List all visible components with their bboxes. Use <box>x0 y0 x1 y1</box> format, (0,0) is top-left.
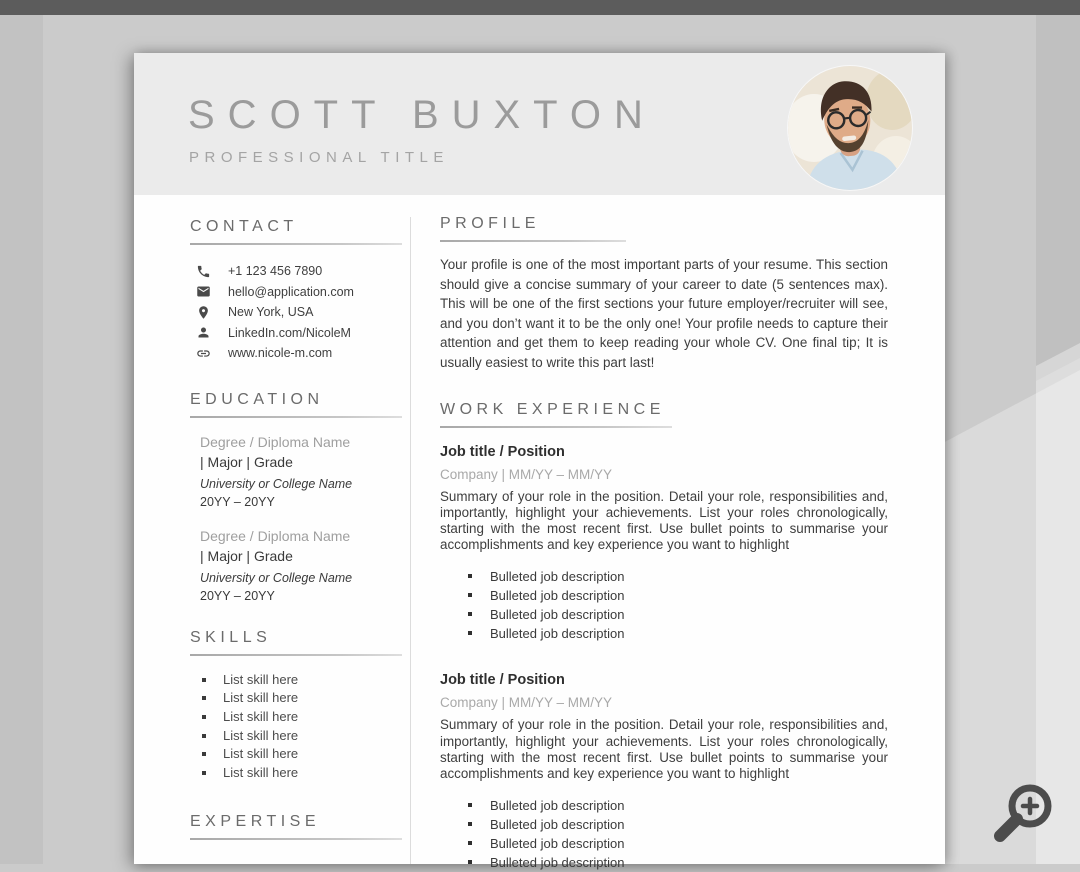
education-years: 20YY – 20YY <box>200 494 275 509</box>
top-dark-bar <box>0 0 1080 15</box>
contact-list <box>190 261 402 364</box>
contact-email: hello@application.com <box>228 284 354 299</box>
profile-section-heading: PROFILE <box>440 215 540 232</box>
job-bullet-item: Bulleted job description <box>440 567 888 586</box>
degree-name: Degree / Diploma Name <box>200 527 351 544</box>
education-section-heading: EDUCATION <box>190 390 324 408</box>
expertise-section-heading: EXPERTISE <box>190 812 321 830</box>
education-entry <box>190 434 402 509</box>
job-bullet-item: Bulleted job description <box>440 624 888 643</box>
job-bullet-item: Bulleted job description <box>440 586 888 605</box>
job-bullet-item: Bulleted job description <box>440 853 888 872</box>
education-years: 20YY – 20YY <box>200 588 275 603</box>
contact-website: www.nicole-m.com <box>228 346 333 361</box>
job-company-dates: Company | MM/YY – MM/YY <box>440 466 613 482</box>
phone-icon <box>196 264 211 279</box>
skill-item: List skill here <box>190 708 402 727</box>
person-icon <box>196 325 211 340</box>
skill-item: List skill here <box>190 689 402 708</box>
skill-item: List skill here <box>190 671 402 690</box>
backdrop-left-band <box>0 15 43 864</box>
link-icon <box>196 346 211 361</box>
contact-phone: +1 123 456 7890 <box>228 264 323 279</box>
job-bullet-list <box>440 796 888 872</box>
right-column <box>440 215 888 872</box>
resume-header-band <box>134 53 945 195</box>
work-experience-section-heading: WORK EXPERIENCE <box>440 400 665 418</box>
skills-section-heading: SKILLS <box>190 628 272 646</box>
skill-item: List skill here <box>190 727 402 746</box>
major-grade: | Major | Grade <box>200 547 293 564</box>
job-title: Job title / Position <box>440 672 565 689</box>
university-name: University or College Name <box>200 476 353 491</box>
job-summary-text: Summary of your role in the position. Detail your role, responsibilities and, importantly, highlight your achievements. List your roles chronologically, starting with the most recent first. Use bullet points to summarise your accomplishments and key experience you want to highlight <box>440 488 888 553</box>
contact-row-location <box>190 302 402 323</box>
profile-photo-illustration <box>788 66 912 190</box>
contact-section-heading: CONTACT <box>190 218 298 235</box>
job-bullet-item: Bulleted job description <box>440 605 888 624</box>
contact-row-website <box>190 343 402 364</box>
degree-name: Degree / Diploma Name <box>200 433 351 450</box>
skills-list <box>190 671 402 783</box>
job-bullet-list <box>440 567 888 643</box>
profile-photo <box>788 66 912 190</box>
contact-linkedin: LinkedIn.com/NicoleM <box>228 325 351 340</box>
work-experience-entry <box>440 444 888 644</box>
job-bullet-item: Bulleted job description <box>440 796 888 815</box>
skill-item: List skill here <box>190 764 402 783</box>
education-entry <box>190 528 402 603</box>
column-divider <box>410 217 411 864</box>
person-name: SCOTT BUXTON <box>188 93 656 137</box>
zoom-preview-button[interactable] <box>986 772 1060 860</box>
job-summary-text: Summary of your role in the position. Detail your role, responsibilities and, importantly, highlight your achievements. List your roles chronologically, starting with the most recent first. Use bullet points to summarise your accomplishments and key experience you want to highlight <box>440 717 888 781</box>
profile-summary-text: Your profile is one of the most important parts of your resume. This section should give a concise summary of your career to date (5 sentences max). This will be one of the first sections your future employer/recruiter will see, and you don’t want it to be the only one! Your profile needs to capture their attention and get them to keep reading your whole CV. One final tip; It is usually easiest to write this part last! <box>440 257 888 370</box>
university-name: University or College Name <box>200 570 353 585</box>
contact-location: New York, USA <box>228 305 314 320</box>
person-professional-title: PROFESSIONAL TITLE <box>189 149 449 166</box>
email-icon <box>196 284 211 299</box>
magnifier-plus-icon <box>986 772 1060 860</box>
contact-row-linkedin <box>190 323 402 344</box>
work-experience-entry <box>440 672 888 872</box>
skill-item: List skill here <box>190 745 402 764</box>
contact-row-email <box>190 282 402 303</box>
left-column <box>190 218 402 840</box>
job-company-dates: Company | MM/YY – MM/YY <box>440 695 613 711</box>
job-title: Job title / Position <box>440 443 565 460</box>
contact-row-phone <box>190 261 402 282</box>
major-grade: | Major | Grade <box>200 453 293 470</box>
resume-page <box>134 53 945 871</box>
location-icon <box>196 305 211 320</box>
job-bullet-item: Bulleted job description <box>440 815 888 834</box>
job-bullet-item: Bulleted job description <box>440 834 888 853</box>
